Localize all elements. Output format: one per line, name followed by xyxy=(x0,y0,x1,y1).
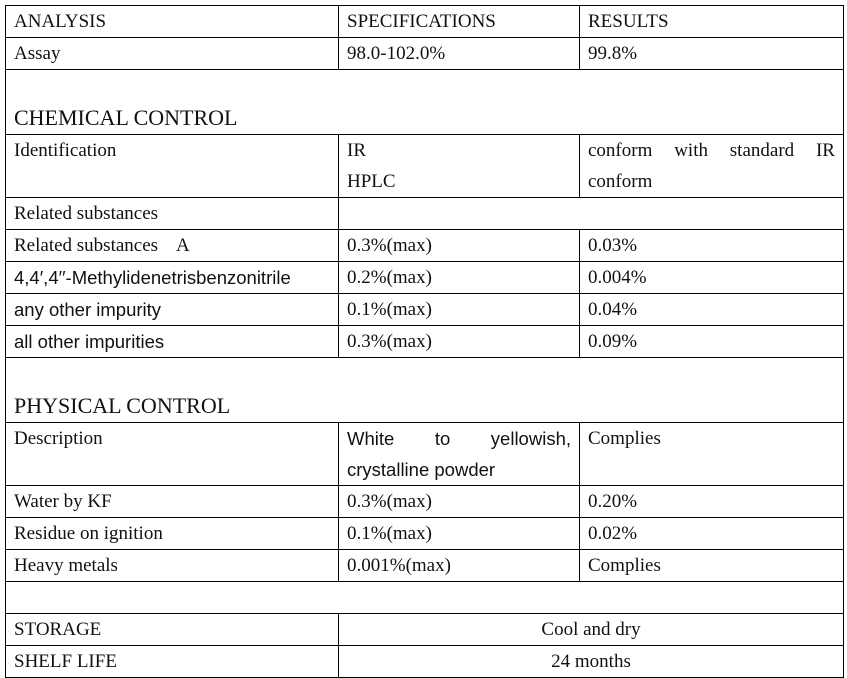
impurity-spec: 0.2%(max) xyxy=(339,262,580,294)
impurity-spec: 0.1%(max) xyxy=(339,294,580,326)
shelf-life-row xyxy=(6,646,844,678)
physical-spec: 0.3%(max) xyxy=(339,486,580,518)
table-row xyxy=(6,262,844,294)
shelf-life-value: 24 months xyxy=(339,646,844,678)
related-substances-header-row xyxy=(6,198,844,230)
shelf-life-label: SHELF LIFE xyxy=(6,646,339,678)
description-spec-word: White xyxy=(347,428,395,449)
impurity-name: all other impurities xyxy=(6,326,339,358)
identification-spec-hplc: HPLC xyxy=(347,171,396,192)
physical-spec: 0.1%(max) xyxy=(339,518,580,550)
identification-spec-ir: IR xyxy=(347,140,366,161)
impurity-name xyxy=(6,230,339,262)
description-row xyxy=(6,423,844,486)
spacer-cell xyxy=(6,70,844,103)
identification-result xyxy=(580,135,844,198)
impurity-name: 4,4′,4′′-Methylidenetrisbenzonitrile xyxy=(6,262,339,294)
header-row xyxy=(6,6,844,38)
identification-result-line1 xyxy=(588,135,835,166)
identification-result-word: conform xyxy=(588,140,653,161)
impurity-result: 0.09% xyxy=(580,326,844,358)
assay-row xyxy=(6,38,844,70)
certificate-of-analysis-table xyxy=(5,5,844,678)
identification-name: Identification xyxy=(6,135,339,198)
storage-row xyxy=(6,614,844,646)
physical-spec: 0.001%(max) xyxy=(339,550,580,582)
description-spec-line1 xyxy=(347,423,571,454)
impurity-name-text: Related substances xyxy=(14,235,159,256)
identification-result-word: IR xyxy=(815,140,835,161)
spacer-row xyxy=(6,70,844,103)
table-row xyxy=(6,550,844,582)
spacer-row xyxy=(6,582,844,614)
chemical-control-title: CHEMICAL CONTROL xyxy=(6,102,844,135)
spacer-row xyxy=(6,358,844,391)
header-analysis: ANALYSIS xyxy=(6,6,339,38)
table-row xyxy=(6,326,844,358)
physical-name: Residue on ignition xyxy=(6,518,339,550)
impurity-spec: 0.3%(max) xyxy=(339,326,580,358)
spacer-cell xyxy=(6,582,844,614)
related-substances-header: Related substances xyxy=(6,198,339,230)
physical-name: Heavy metals xyxy=(6,550,339,582)
description-spec-word: to xyxy=(434,428,451,449)
table-row xyxy=(6,486,844,518)
identification-row xyxy=(6,135,844,198)
assay-name: Assay xyxy=(6,38,339,70)
description-spec xyxy=(339,423,580,486)
physical-name: Water by KF xyxy=(6,486,339,518)
physical-control-section xyxy=(6,390,844,423)
table-row xyxy=(6,518,844,550)
storage-label: STORAGE xyxy=(6,614,339,646)
description-result: Complies xyxy=(580,423,844,486)
storage-value: Cool and dry xyxy=(339,614,844,646)
impurity-name-suffix: A xyxy=(176,235,190,256)
identification-result-word: with xyxy=(674,140,708,161)
impurity-result: 0.04% xyxy=(580,294,844,326)
physical-result: Complies xyxy=(580,550,844,582)
table-row xyxy=(6,294,844,326)
impurity-result: 0.03% xyxy=(580,230,844,262)
description-spec-line2: crystalline powder xyxy=(347,459,496,480)
related-substances-empty xyxy=(339,198,844,230)
description-name: Description xyxy=(6,423,339,486)
assay-result: 99.8% xyxy=(580,38,844,70)
header-specifications: SPECIFICATIONS xyxy=(339,6,580,38)
physical-result: 0.02% xyxy=(580,518,844,550)
spacer-cell xyxy=(6,358,844,391)
physical-control-title: PHYSICAL CONTROL xyxy=(6,390,844,423)
header-results: RESULTS xyxy=(580,6,844,38)
identification-result-line2: conform xyxy=(588,171,653,192)
impurity-name: any other impurity xyxy=(6,294,339,326)
impurity-spec: 0.3%(max) xyxy=(339,230,580,262)
table-row xyxy=(6,230,844,262)
identification-result-word: standard xyxy=(729,140,795,161)
physical-result: 0.20% xyxy=(580,486,844,518)
description-spec-word: yellowish, xyxy=(490,428,571,449)
impurity-result: 0.004% xyxy=(580,262,844,294)
assay-spec: 98.0-102.0% xyxy=(339,38,580,70)
chemical-control-section xyxy=(6,102,844,135)
identification-spec xyxy=(339,135,580,198)
